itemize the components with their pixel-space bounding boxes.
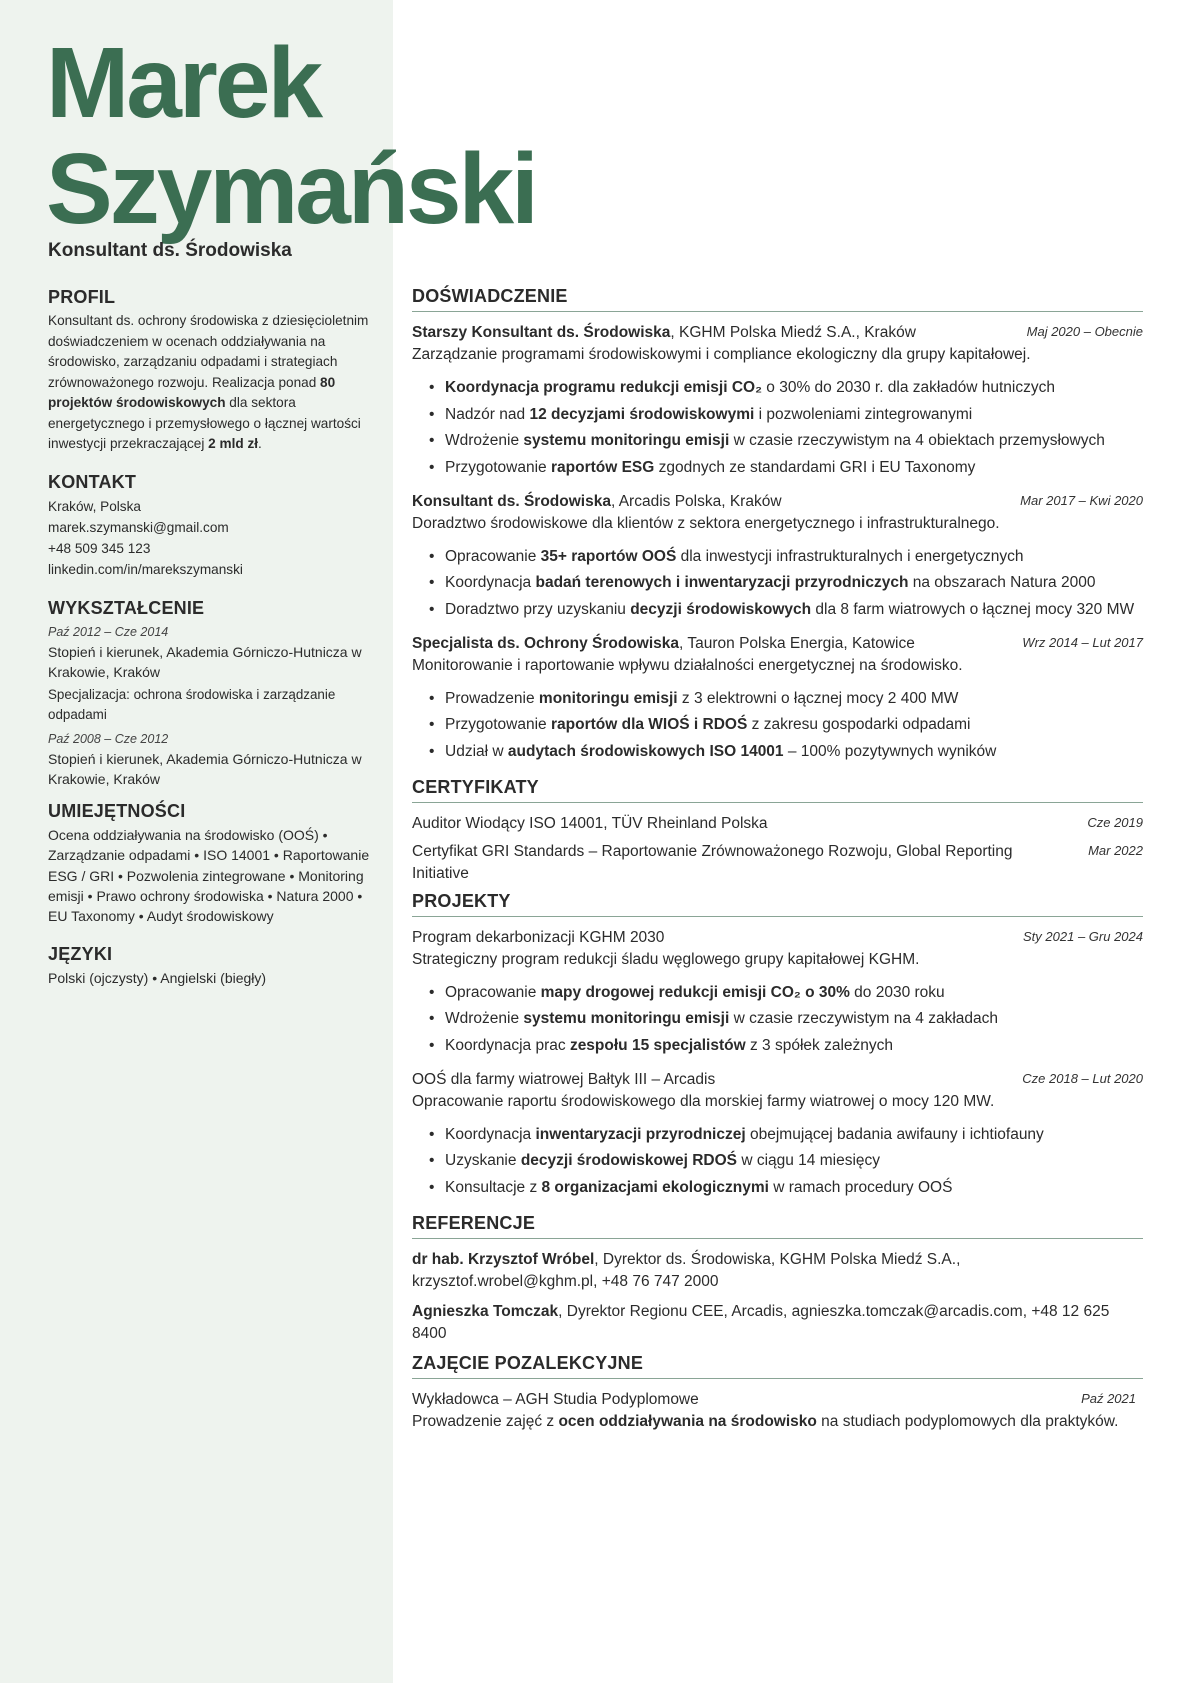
extracurricular-header [412,1389,1143,1411]
profile-heading: PROFIL [48,287,116,307]
list-item: • Opracowanie mapy drogowej redukcji emisji CO₂ o 30% do 2030 roku [412,982,1143,1004]
project-title: Program dekarbonizacji KGHM 2030 [412,928,665,946]
skills-section [48,801,376,927]
certificate-date: Cze 2019 [1087,814,1143,830]
project-bullets [412,982,1143,1057]
job-bullets [412,546,1143,621]
list-item: • Konsultacje z 8 organizacjami ekologicznymi w ramach procedury OOŚ [412,1177,1143,1199]
education-date: Paź 2008 – Cze 2012 [48,731,169,746]
languages-section [48,944,376,988]
list-item: • Przygotowanie raportów ESG zgodnych ze standardami GRI i EU Taxonomy [412,457,1143,479]
extracurricular-title: Wykładowca – AGH Studia Podyplomowe [412,1390,699,1408]
job-date: Maj 2020 – Obecnie [1026,324,1143,339]
project-entry [412,1069,1143,1199]
last-name: Szymański [46,133,536,245]
contact-phone[interactable]: +48 509 345 123 [48,541,151,557]
job-title: Konsultant ds. Środowiska [48,240,292,261]
job-position: Konsultant ds. Środowiska [412,492,611,510]
project-header [412,927,1143,949]
profile-section [48,287,376,455]
contact-email[interactable]: marek.szymanski@gmail.com [48,519,229,535]
education-heading: WYKSZTAŁCENIE [48,597,205,618]
languages-list: Polski (ojczysty) • Angielski (biegły) [48,969,267,986]
profile-text: Konsultant ds. ochrony środowiska z dziesięcioletnim doświadczeniem w ocenach oddziaływania na środowisko, zarządzaniu odpadami i strategiach zrównoważonego rozwoju. Realizacja ponad 80 projektów środowiskowych dla sektora energetycznego i przemysłowego o łącznej wartości inwestycji przekraczającej 2 mld zł. [48,313,369,451]
job-company: , Arcadis Polska, Kraków [610,492,782,510]
list-item: • Prowadzenie monitoringu emisji z 3 elektrowni o łącznej mocy 2 400 MW [412,688,1143,710]
list-item: • Koordynacja prac zespołu 15 specjalistów z 3 spółek zależnych [412,1035,1143,1057]
list-item: • Koordynacja programu redukcji emisji CO₂ o 30% do 2030 r. dla zakładów hutniczych [412,377,1143,399]
job-description: Doradztwo środowiskowe dla klientów z sektora energetycznego i infrastrukturalnego. [412,514,1000,532]
education-specialization: Specjalizacja: ochrona środowiska i zarządzanie odpadami [48,686,336,722]
list-item: • Wdrożenie systemu monitoringu emisji w czasie rzeczywistym na 4 obiektach przemysłowych [412,430,1143,452]
project-bullets [412,1124,1143,1199]
reference-item: dr hab. Krzysztof Wróbel, Dyrektor ds. Środowiska, KGHM Polska Miedź S.A., krzysztof.wrobel@kghm.pl, +48 76 747 2000 [412,1250,961,1290]
right-column [412,286,1143,1447]
experience-heading: DOŚWIADCZENIE [412,286,1143,312]
job-bullets [412,377,1143,479]
job-entry [412,491,1143,621]
job-company: , Tauron Polska Energia, Katowice [679,634,915,652]
references-heading: REFERENCJE [412,1213,1143,1239]
project-description: Strategiczny program redukcji śladu węglowego grupy kapitałowej KGHM. [412,950,920,968]
certificate-item [412,813,1143,835]
job-company: , KGHM Polska Miedź S.A., Kraków [670,324,916,341]
experience-section [412,286,1143,763]
list-item: • Uzyskanie decyzji środowiskowej RDOŚ w ciągu 14 miesięcy [412,1150,1143,1172]
first-name: Marek [46,27,321,139]
extracurricular-section [412,1353,1143,1433]
list-item: • Wdrożenie systemu monitoringu emisji w czasie rzeczywistym na 4 zakładach [412,1008,1143,1030]
extracurricular-heading: ZAJĘCIE POZALEKCYJNE [412,1353,1143,1379]
list-item: • Przygotowanie raportów dla WIOŚ i RDOŚ z zakresu gospodarki odpadami [412,714,1143,736]
contact-linkedin[interactable]: linkedin.com/in/marekszymanski [48,562,243,578]
contact-section [48,472,376,581]
list-item: • Nadzór nad 12 decyzjami środowiskowymi i pozwoleniami zintegrowanymi [412,404,1143,426]
contact-location: Kraków, Polska [48,498,141,514]
certificate-item [412,841,1143,885]
education-text: Stopień i kierunek, Akademia Górniczo-Hutnicza w Krakowie, Kraków [48,750,362,788]
education-section [48,598,376,790]
job-date: Mar 2017 – Kwi 2020 [1020,492,1143,508]
extracurricular-date: Paź 2021 [1081,1390,1136,1406]
project-date: Cze 2018 – Lut 2020 [1022,1070,1143,1086]
languages-heading: JĘZYKI [48,943,113,964]
contact-heading: KONTAKT [48,471,137,492]
certificate-date: Mar 2022 [1088,842,1143,858]
job-entry [412,633,1143,763]
project-header [412,1069,1143,1091]
job-entry [412,322,1143,479]
list-item: • Udział w audytach środowiskowych ISO 14001 – 100% pozytywnych wyników [412,741,1143,763]
education-date: Paź 2012 – Cze 2014 [48,624,169,639]
skills-list: Ocena oddziaływania na środowisko (OOŚ) • Zarządzanie odpadami • ISO 14001 • Raportowanie ESG / GRI • Pozwolenia zintegrowane • Monitoring emisji • Prawo ochrony środowiska • Natura 2000 • EU Taxonomy • Audyt środowiskowy [48,826,370,925]
candidate-name [46,27,536,245]
extracurricular-description: Prowadzenie zajęć z ocen oddziaływania na środowisko na studiach podyplomowych dla praktyków. [412,1412,1119,1430]
education-text: Stopień i kierunek, Akademia Górniczo-Hutnicza w Krakowie, Kraków [48,643,362,681]
left-column [48,287,376,1005]
project-entry [412,927,1143,1057]
certificates-heading: CERTYFIKATY [412,777,1143,803]
job-bullets [412,688,1143,763]
certificate-name: Certyfikat GRI Standards – Raportowanie Zrównoważonego Rozwoju, Global Reporting Initiative [412,842,1013,882]
certificates-section [412,777,1143,885]
projects-section [412,891,1143,1199]
list-item: • Opracowanie 35+ raportów OOŚ dla inwestycji infrastrukturalnych i energetycznych [412,546,1143,568]
job-description: Monitorowanie i raportowanie wpływu działalności energetycznej na środowisko. [412,656,963,674]
references-section [412,1213,1143,1346]
job-header [412,633,1143,655]
job-description: Zarządzanie programami środowiskowymi i compliance ekologiczny dla grupy kapitałowej. [412,346,1031,363]
job-header [412,322,1143,344]
job-position: Specjalista ds. Ochrony Środowiska [412,634,680,652]
project-title: OOŚ dla farmy wiatrowej Bałtyk III – Arcadis [412,1070,716,1088]
list-item: • Koordynacja inwentaryzacji przyrodniczej obejmującej badania awifauny i ichtiofauny [412,1124,1143,1146]
list-item: • Koordynacja badań terenowych i inwentaryzacji przyrodniczych na obszarach Natura 2000 [412,572,1143,594]
reference-item: Agnieszka Tomczak, Dyrektor Regionu CEE, Arcadis, agnieszka.tomczak@arcadis.com, +48 12 625 8400 [412,1302,1110,1342]
project-description: Opracowanie raportu środowiskowego dla morskiej farmy wiatrowej o mocy 120 MW. [412,1092,995,1110]
job-date: Wrz 2014 – Lut 2017 [1022,634,1143,650]
job-header [412,491,1143,513]
projects-heading: PROJEKTY [412,891,1143,917]
certificate-name: Auditor Wiodący ISO 14001, TÜV Rheinland Polska [412,814,768,832]
list-item: • Doradztwo przy uzyskaniu decyzji środowiskowych dla 8 farm wiatrowych o łącznej mocy 320 MW [412,599,1143,621]
skills-heading: UMIEJĘTNOŚCI [48,800,186,821]
job-position: Starszy Konsultant ds. Środowiska [412,324,671,341]
project-date: Sty 2021 – Gru 2024 [1023,928,1143,944]
